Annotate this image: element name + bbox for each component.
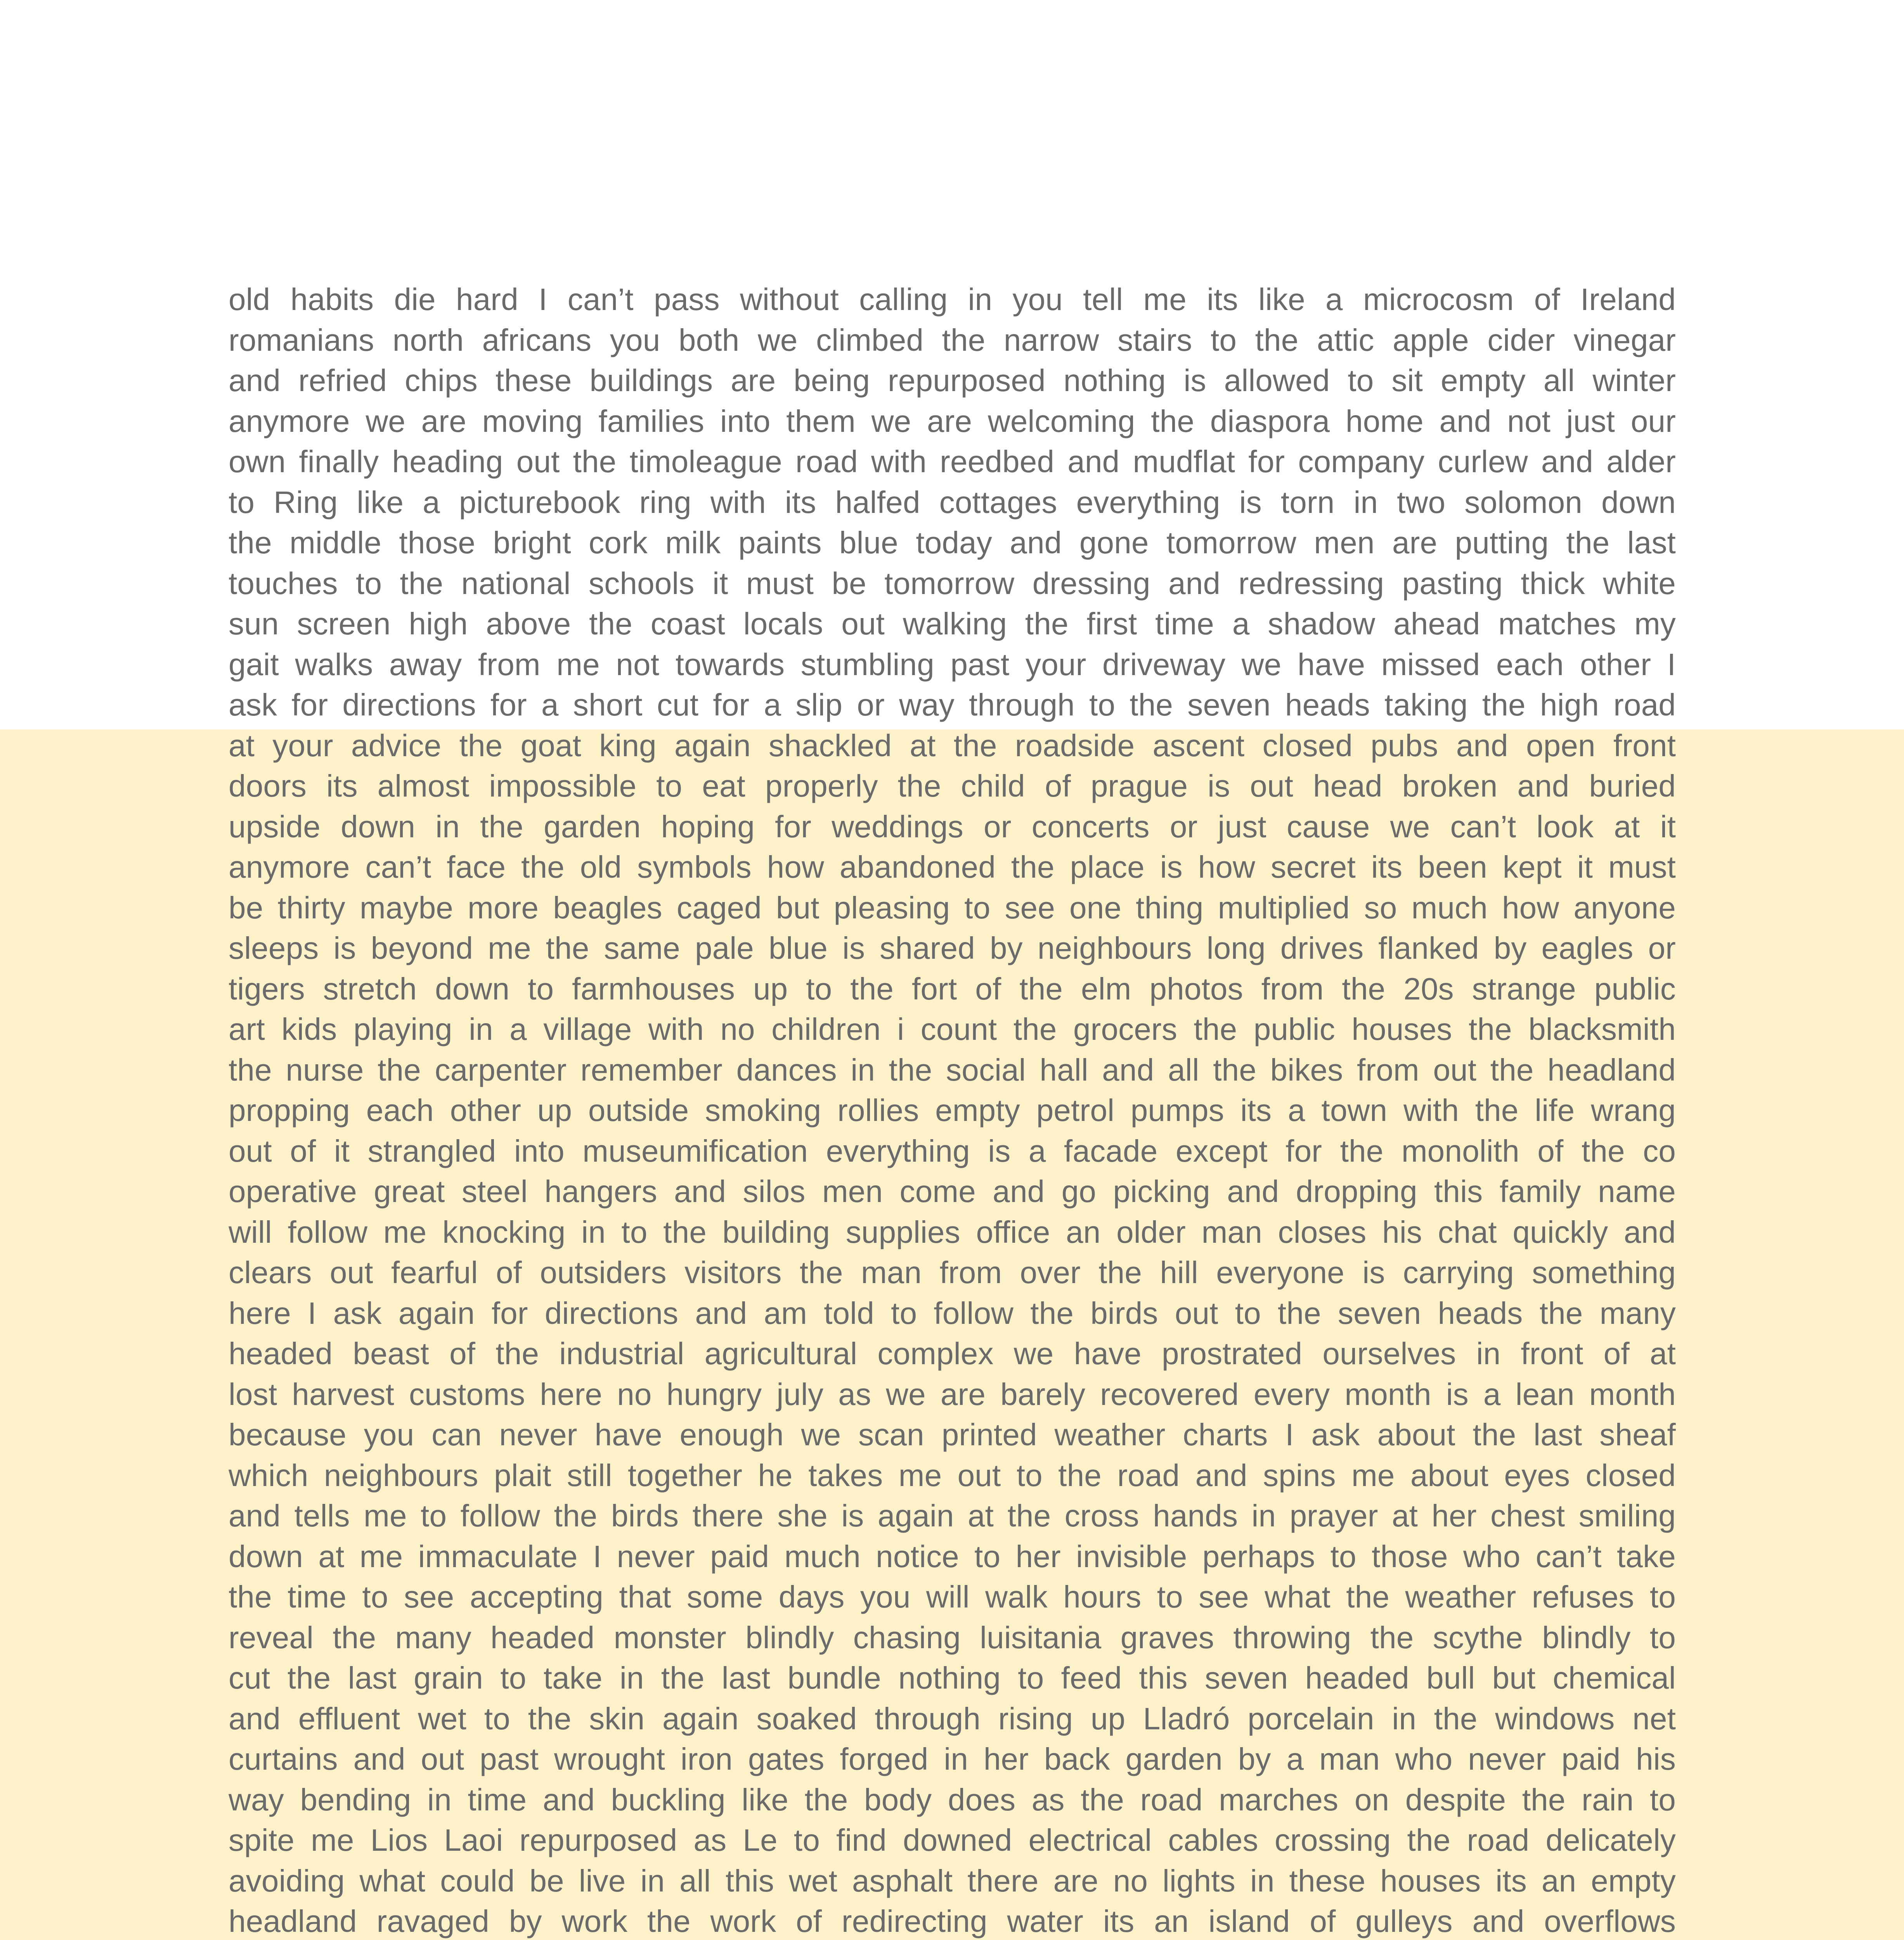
poem-line: headed beast of the industrial agricultural complex we have prostrated ourselves in front of at xyxy=(229,1336,1676,1371)
poem-line: operative great steel hangers and silos men come and go picking and dropping this family name xyxy=(229,1174,1676,1209)
poem-line: clears out fearful of outsiders visitors the man from over the hill everyone is carrying something xyxy=(229,1255,1676,1290)
poem-line: anymore can’t face the old symbols how abandoned the place is how secret its been kept it must xyxy=(229,850,1676,884)
poem-line: sleeps is beyond me the same pale blue is shared by neighbours long drives flanked by eagles or xyxy=(229,931,1676,965)
poem-line: and tells me to follow the birds there she is again at the cross hands in prayer at her chest smiling xyxy=(229,1498,1676,1533)
poem-line: and effluent wet to the skin again soaked through rising up Lladró porcelain in the windows net xyxy=(229,1701,1676,1736)
poem-line: spite me Lios Laoi repurposed as Le to find downed electrical cables crossing the road delicately xyxy=(229,1823,1676,1857)
poem-line: art kids playing in a village with no children i count the grocers the public houses the blacksmith xyxy=(229,1012,1676,1046)
poem-line: upside down in the garden hoping for weddings or concerts or just cause we can’t look at it xyxy=(229,809,1676,844)
poem-line: the middle those bright cork milk paints blue today and gone tomorrow men are putting the last xyxy=(229,525,1676,560)
poem-line: will follow me knocking in to the building supplies office an older man closes his chat quickly and xyxy=(229,1214,1676,1249)
poem-line: way bending in time and buckling like the body does as the road marches on despite the rain to xyxy=(229,1782,1676,1817)
poem-line: anymore we are moving families into them we are welcoming the diaspora home and not just our xyxy=(229,404,1676,438)
poem-line: headland ravaged by work the work of redirecting water its an island of gulleys and overflows xyxy=(229,1904,1676,1938)
poem-line: touches to the national schools it must be tomorrow dressing and redressing pasting thick white xyxy=(229,566,1676,601)
poem-line: propping each other up outside smoking rollies empty petrol pumps its a town with the life wrang xyxy=(229,1093,1676,1128)
poem-line: down at me immaculate I never paid much notice to her invisible perhaps to those who can’t take xyxy=(229,1539,1676,1574)
poem-line: be thirty maybe more beagles caged but pleasing to see one thing multiplied so much how anyone xyxy=(229,890,1676,925)
poem-line: cut the last grain to take in the last bundle nothing to feed this seven headed bull but chemical xyxy=(229,1661,1676,1695)
poem-line: which neighbours plait still together he takes me out to the road and spins me about eyes closed xyxy=(229,1458,1676,1493)
poem-line: curtains and out past wrought iron gates forged in her back garden by a man who never paid his xyxy=(229,1742,1676,1776)
poem-line: gait walks away from me not towards stumbling past your driveway we have missed each other I xyxy=(229,647,1676,682)
poem-line: at your advice the goat king again shackled at the roadside ascent closed pubs and open front xyxy=(229,728,1676,763)
poem-line: avoiding what could be live in all this wet asphalt there are no lights in these houses its an empty xyxy=(229,1863,1676,1898)
poem-line: tigers stretch down to farmhouses up to the fort of the elm photos from the 20s strange public xyxy=(229,971,1676,1006)
poem-line: here I ask again for directions and am told to follow the birds out to the seven heads the many xyxy=(229,1296,1676,1330)
poem-line: doors its almost impossible to eat properly the child of prague is out head broken and buried xyxy=(229,769,1676,803)
poem-line: and refried chips these buildings are being repurposed nothing is allowed to sit empty all winter xyxy=(229,363,1676,398)
poem-line: lost harvest customs here no hungry july as we are barely recovered every month is a lean month xyxy=(229,1377,1676,1412)
poem-line: because you can never have enough we scan printed weather charts I ask about the last sheaf xyxy=(229,1417,1676,1452)
poem-line: own finally heading out the timoleague road with reedbed and mudflat for company curlew and alder xyxy=(229,444,1676,479)
poem-line: to Ring like a picturebook ring with its halfed cottages everything is torn in two solomon down xyxy=(229,485,1676,520)
poem-line: ask for directions for a short cut for a slip or way through to the seven heads taking the high road xyxy=(229,688,1676,722)
poem-line: out of it strangled into museumification everything is a facade except for the monolith of the co xyxy=(229,1133,1676,1168)
poem-line: reveal the many headed monster blindly chasing luisitania graves throwing the scythe blindly to xyxy=(229,1620,1676,1655)
poem-line: sun screen high above the coast locals out walking the first time a shadow ahead matches my xyxy=(229,606,1676,641)
poem-line: romanians north africans you both we climbed the narrow stairs to the attic apple cider vinegar xyxy=(229,322,1676,357)
poem-line: old habits die hard I can’t pass without calling in you tell me its like a microcosm of Ireland xyxy=(229,282,1676,317)
poem-text-block xyxy=(229,279,1676,1940)
poem-line: the nurse the carpenter remember dances in the social hall and all the bikes from out the headland xyxy=(229,1052,1676,1087)
poem-line: the time to see accepting that some days you will walk hours to see what the weather refuses to xyxy=(229,1580,1676,1614)
